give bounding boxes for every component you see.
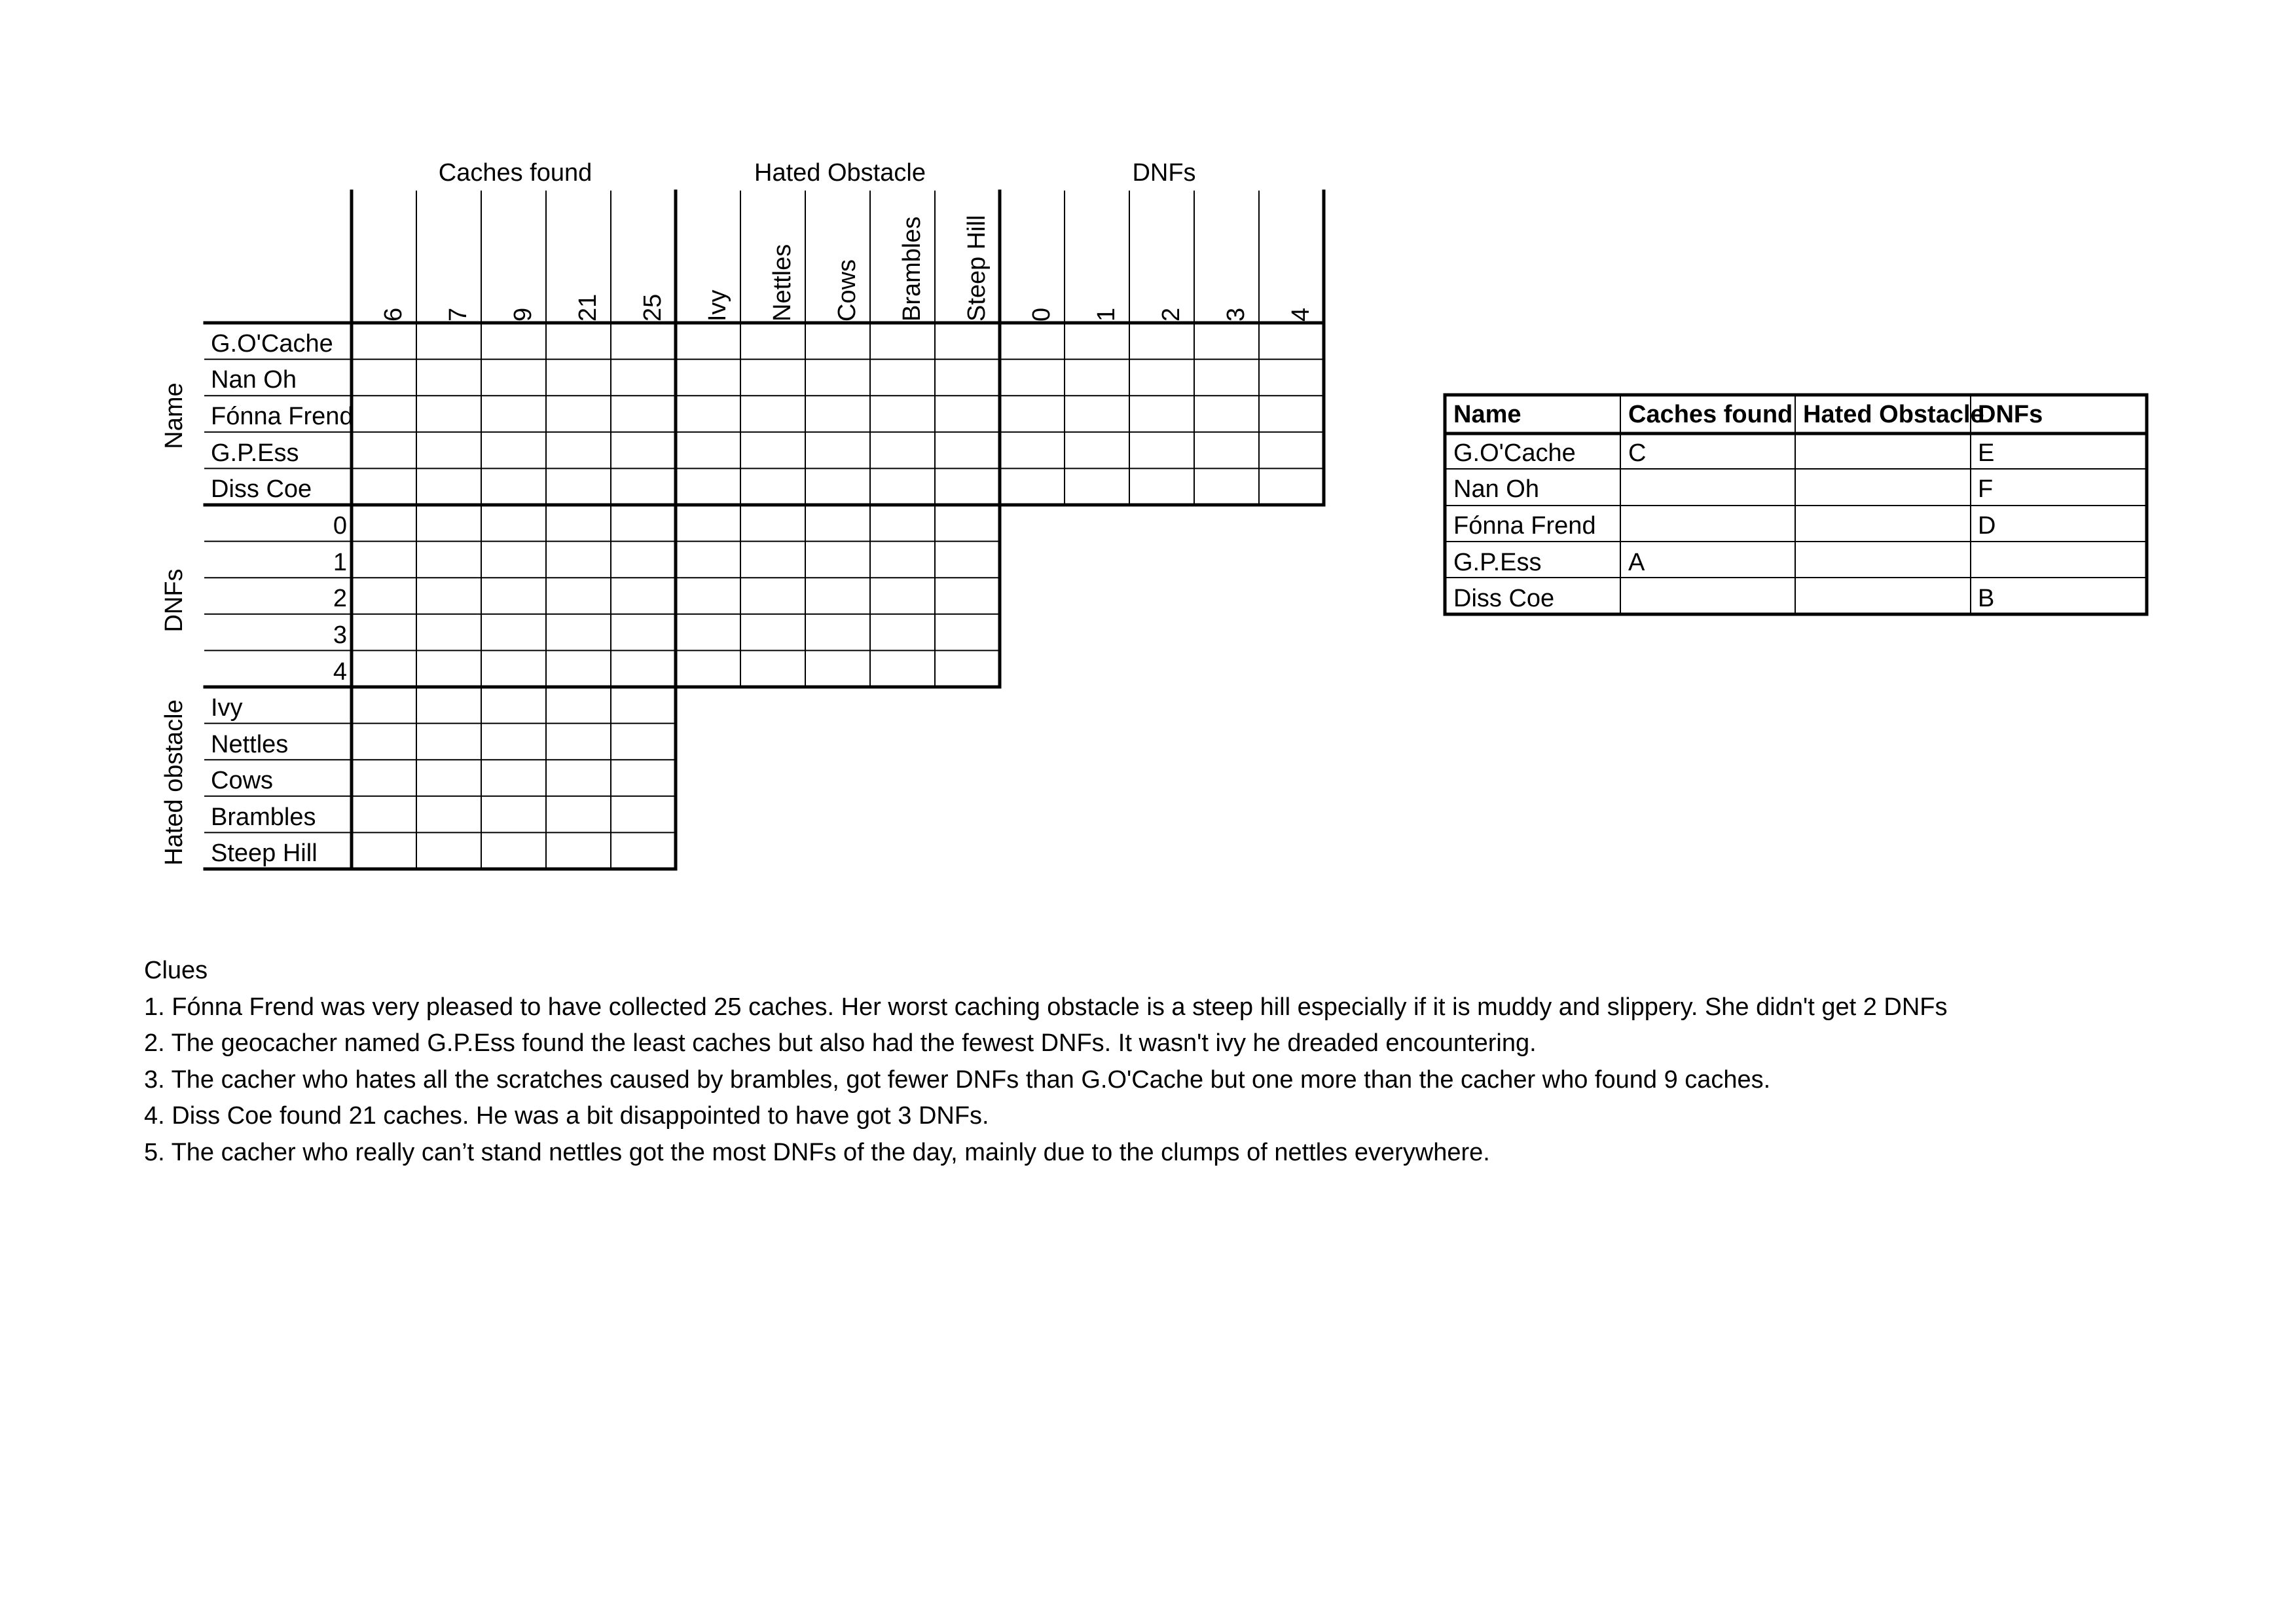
side-label-hated-obstacle: Hated obstacle	[160, 699, 188, 866]
hated-obstacle-header: Hated Obstacle	[754, 159, 926, 187]
row-label-brambles: Brambles	[211, 803, 316, 831]
row-label-dnf-3: 3	[333, 621, 347, 649]
answer-header-caches-found: Caches found	[1628, 401, 1793, 428]
answer-cell-dnfs: D	[1978, 512, 1996, 540]
answer-cell-name: Fónna Frend	[1453, 512, 1596, 540]
row-label-dnf-0: 0	[333, 512, 347, 540]
row-label-cows: Cows	[211, 767, 274, 794]
clues-title: Clues	[144, 957, 208, 984]
answer-cell-caches: C	[1628, 439, 1647, 467]
col-header-dnf-0: 0	[1028, 307, 1055, 322]
answer-cell-name: G.P.Ess	[1453, 549, 1542, 576]
row-label-diss-coe: Diss Coe	[211, 475, 312, 503]
col-header-dnf-3: 3	[1222, 307, 1250, 322]
col-header-cows: Cows	[833, 259, 861, 322]
row-label-nettles: Nettles	[211, 731, 289, 758]
caches-found-header: Caches found	[438, 159, 592, 187]
answer-cell-dnfs: F	[1978, 475, 1994, 503]
side-label-dnfs: DNFs	[160, 568, 188, 633]
clue-4: 4. Diss Coe found 21 caches. He was a bit disappointed to have got 3 DNFs.	[144, 1102, 989, 1130]
side-label-name: Name	[160, 382, 188, 449]
answer-header-hated-obstacle: Hated Obstacle	[1803, 401, 1984, 428]
clue-2: 2. The geocacher named G.P.Ess found the least caches but also had the fewest DNFs. It wasn't ivy he dreaded encountering.	[144, 1029, 1537, 1057]
answer-cell-caches: A	[1628, 549, 1645, 576]
col-header-caches-9: 9	[509, 307, 537, 322]
grid-lines	[205, 191, 2147, 869]
answer-header-name: Name	[1453, 401, 1522, 428]
row-label-dnf-1: 1	[333, 549, 347, 576]
row-label-dnf-2: 2	[333, 585, 347, 612]
row-label-gp-ess: G.P.Ess	[211, 439, 299, 467]
col-header-caches-7: 7	[445, 307, 472, 322]
dnfs-header: DNFs	[1132, 159, 1196, 187]
answer-cell-dnfs: B	[1978, 585, 1995, 612]
row-label-go-cache: G.O'Cache	[211, 330, 333, 358]
row-label-fonna-frend: Fónna Frend	[211, 403, 354, 430]
col-header-caches-6: 6	[380, 307, 407, 322]
col-header-ivy: Ivy	[704, 289, 731, 322]
col-header-dnf-1: 1	[1093, 307, 1120, 322]
col-header-caches-25: 25	[639, 293, 666, 322]
clue-3: 3. The cacher who hates all the scratches caused by brambles, got fewer DNFs than G.O'Cache but one more than the cacher who found 9 caches.	[144, 1065, 1771, 1094]
row-label-nan-oh: Nan Oh	[211, 366, 297, 394]
answer-cell-dnfs: E	[1978, 439, 1995, 467]
answer-header-dnfs: DNFs	[1978, 401, 2043, 428]
col-header-caches-21: 21	[574, 293, 602, 322]
answer-cell-name: G.O'Cache	[1453, 439, 1576, 467]
clues-section	[144, 953, 1948, 1171]
answer-cell-name: Nan Oh	[1453, 475, 1539, 503]
col-header-steep-hill: Steep Hill	[963, 215, 991, 322]
clue-5: 5. The cacher who really can’t stand nettles got the most DNFs of the day, mainly due to the clumps of nettles everywhere.	[144, 1138, 1490, 1166]
col-header-dnf-4: 4	[1287, 307, 1315, 322]
clue-1: 1. Fónna Frend was very pleased to have collected 25 caches. Her worst caching obstacle is a steep hill especially if it is muddy and slippery. She didn't get 2 DNFs	[144, 993, 1948, 1021]
answer-cell-name: Diss Coe	[1453, 585, 1555, 612]
col-header-brambles: Brambles	[898, 216, 926, 322]
row-label-ivy: Ivy	[211, 694, 243, 722]
row-label-dnf-4: 4	[333, 658, 347, 686]
col-header-nettles: Nettles	[769, 244, 796, 322]
col-header-dnf-2: 2	[1157, 307, 1185, 322]
row-label-steep-hill: Steep Hill	[211, 840, 318, 867]
